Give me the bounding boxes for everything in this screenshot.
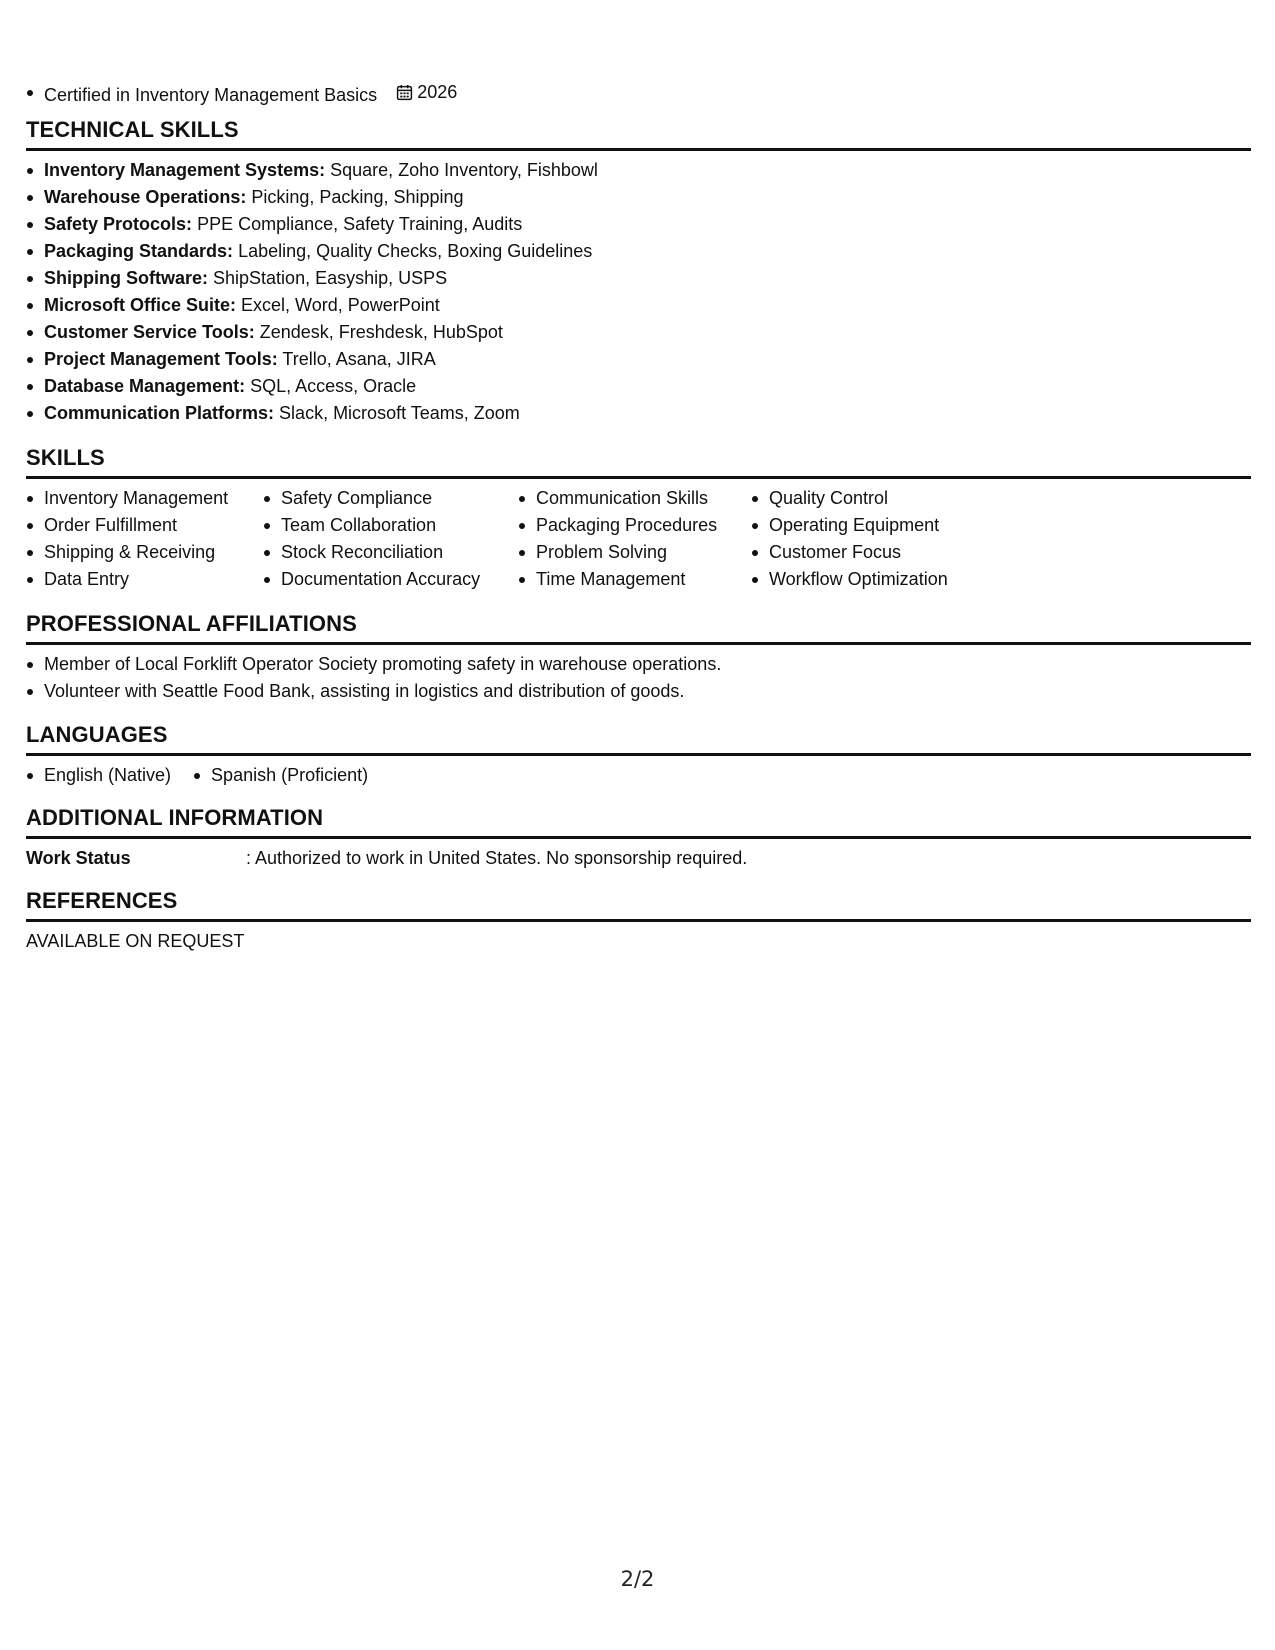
technical-skill-item [26, 346, 1251, 373]
technical-skill-value: Square, Zoho Inventory, Fishbowl [330, 160, 598, 180]
references-section [26, 887, 1251, 955]
technical-skill-label: Customer Service Tools: [44, 322, 255, 342]
skill-item: Operating Equipment [751, 512, 1011, 539]
certification-date [396, 79, 457, 106]
skill-item: Problem Solving [518, 539, 751, 566]
technical-skill-label: Safety Protocols: [44, 214, 193, 234]
skill-item: Workflow Optimization [751, 566, 1011, 593]
technical-skill-value: Zendesk, Freshdesk, HubSpot [259, 322, 503, 342]
calendar-icon [396, 84, 413, 101]
skill-item: Stock Reconciliation [263, 539, 518, 566]
page-number: 2/2 [620, 1567, 655, 1591]
affiliations-section [26, 610, 1251, 705]
language-item: English (Native) [26, 762, 171, 789]
skill-item: Shipping & Receiving [26, 539, 263, 566]
technical-skill-value: Excel, Word, PowerPoint [241, 295, 440, 315]
skill-item: Order Fulfillment [26, 512, 263, 539]
skill-item: Safety Compliance [263, 485, 518, 512]
technical-skills-title: TECHNICAL SKILLS [26, 116, 1251, 151]
technical-skill-value: PPE Compliance, Safety Training, Audits [197, 214, 523, 234]
certifications-list [26, 79, 457, 109]
skills-title: SKILLS [26, 444, 1251, 479]
technical-skill-item [26, 184, 1251, 211]
skill-item: Time Management [518, 566, 751, 593]
technical-skill-label: Packaging Standards: [44, 241, 234, 261]
languages-section [26, 721, 1251, 789]
technical-skill-item [26, 319, 1251, 346]
technical-skills-section [26, 116, 1251, 427]
technical-skill-label: Database Management: [44, 376, 246, 396]
technical-skill-label: Warehouse Operations: [44, 187, 247, 207]
technical-skill-item [26, 265, 1251, 292]
technical-skill-item [26, 211, 1251, 238]
skill-item: Quality Control [751, 485, 1011, 512]
skill-item: Data Entry [26, 566, 263, 593]
skill-item: Communication Skills [518, 485, 751, 512]
technical-skill-item [26, 292, 1251, 319]
technical-skill-item [26, 238, 1251, 265]
language-item: Spanish (Proficient) [193, 762, 368, 789]
technical-skill-label: Communication Platforms: [44, 403, 275, 423]
certification-text: Certified in Inventory Management Basics [44, 85, 378, 105]
affiliations-title: PROFESSIONAL AFFILIATIONS [26, 610, 1251, 645]
technical-skill-value: SQL, Access, Oracle [250, 376, 417, 396]
skills-column [518, 485, 751, 593]
technical-skill-value: Trello, Asana, JIRA [282, 349, 436, 369]
technical-skill-value: Slack, Microsoft Teams, Zoom [279, 403, 520, 423]
certification-year: 2026 [417, 82, 458, 102]
skills-grid [26, 485, 1251, 593]
technical-skill-value: Picking, Packing, Shipping [251, 187, 464, 207]
additional-info-title: ADDITIONAL INFORMATION [26, 804, 1251, 839]
technical-skill-value: Labeling, Quality Checks, Boxing Guidelines [238, 241, 593, 261]
skills-section [26, 444, 1251, 593]
skills-column [263, 485, 518, 593]
skill-item: Team Collaboration [263, 512, 518, 539]
skill-item: Packaging Procedures [518, 512, 751, 539]
technical-skill-label: Inventory Management Systems: [44, 160, 326, 180]
skill-item: Inventory Management [26, 485, 263, 512]
technical-skill-label: Shipping Software: [44, 268, 208, 288]
skill-item: Customer Focus [751, 539, 1011, 566]
languages-title: LANGUAGES [26, 721, 1251, 756]
work-status-value: : Authorized to work in United States. No sponsorship required. [246, 848, 748, 868]
affiliation-item: Volunteer with Seattle Food Bank, assisting in logistics and distribution of goods. [26, 678, 1251, 705]
technical-skill-label: Microsoft Office Suite: [44, 295, 237, 315]
technical-skill-item [26, 373, 1251, 400]
technical-skills-list [26, 157, 1251, 427]
references-text: AVAILABLE ON REQUEST [26, 931, 245, 951]
skills-column [26, 485, 263, 593]
work-status-label: Work Status [26, 848, 131, 868]
technical-skill-item [26, 400, 1251, 427]
skill-item: Documentation Accuracy [263, 566, 518, 593]
references-title: REFERENCES [26, 887, 1251, 922]
certification-item [26, 79, 457, 109]
skills-column [751, 485, 1011, 593]
work-status-row [26, 845, 1251, 872]
additional-info-section [26, 804, 1251, 872]
technical-skill-item [26, 157, 1251, 184]
technical-skill-value: ShipStation, Easyship, USPS [213, 268, 448, 288]
languages-list [26, 762, 1251, 789]
affiliation-item: Member of Local Forklift Operator Society promoting safety in warehouse operations. [26, 651, 1251, 678]
affiliations-list [26, 651, 1251, 705]
technical-skill-label: Project Management Tools: [44, 349, 278, 369]
